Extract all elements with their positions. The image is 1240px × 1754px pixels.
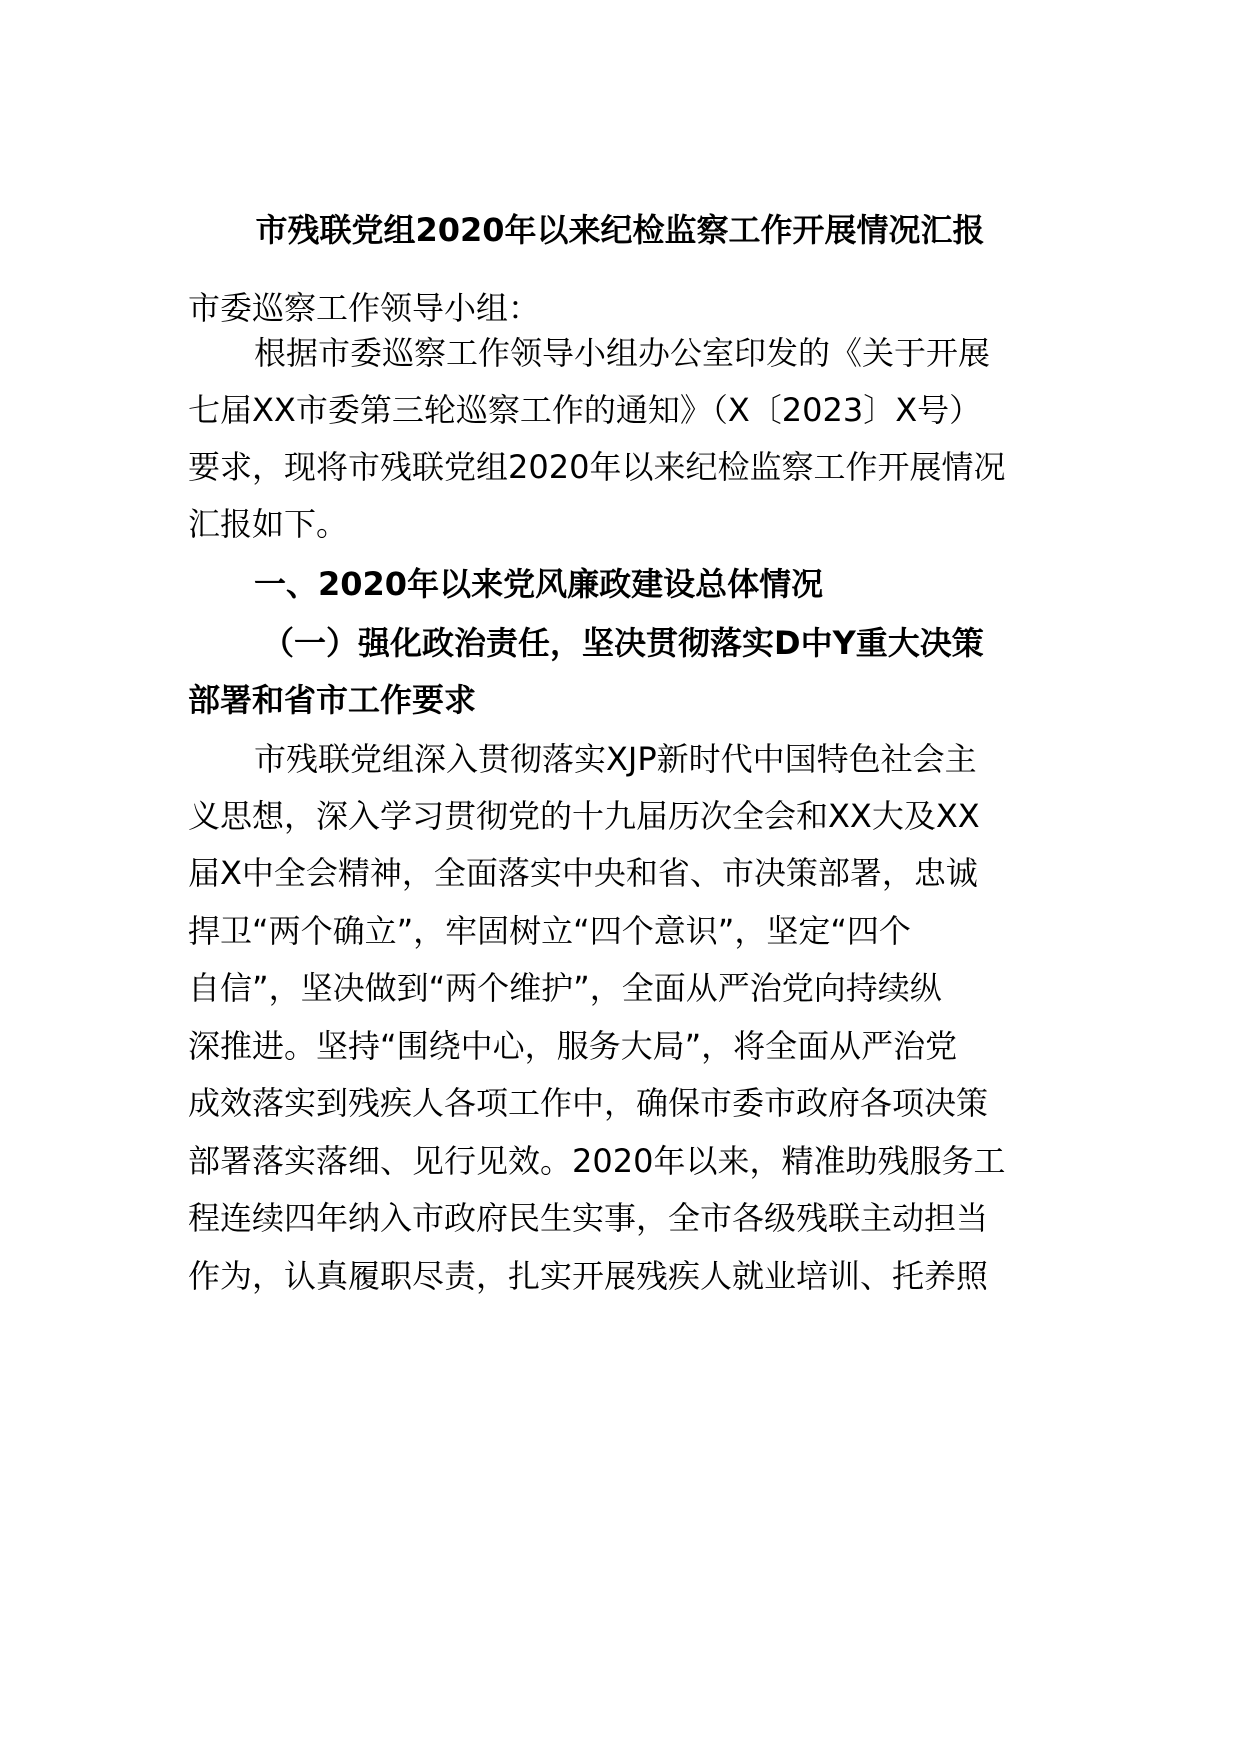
salutation: 市委巡察工作领导小组： xyxy=(188,289,541,327)
body-line: 深推进。坚持“围绕中心，服务大局”，将全面从严治党 xyxy=(188,1027,958,1065)
subsection-heading-line: 部署和省市工作要求 xyxy=(188,681,477,719)
body-line: 捍卫“两个确立”，牢固树立“四个意识”，坚定“四个 xyxy=(188,912,911,950)
body-line: 程连续四年纳入市政府民生实事，全市各级残联主动担当 xyxy=(188,1199,989,1237)
body-line: 义思想，深入学习贯彻党的十九届历次全会和XX大及XX xyxy=(188,797,980,835)
body-line: 自信”，坚决做到“两个维护”，全面从严治党向持续纵 xyxy=(188,969,942,1007)
document-title: 市残联党组2020年以来纪检监察工作开展情况汇报 xyxy=(255,211,985,249)
section-heading: 一、2020年以来党风廉政建设总体情况 xyxy=(254,565,824,603)
body-line: 届X中全会精神，全面落实中央和省、市决策部署，忠诚 xyxy=(188,854,978,892)
intro-line: 汇报如下。 xyxy=(188,505,349,543)
body-line: 部署落实落细、见行见效。2020年以来，精准助残服务工 xyxy=(188,1142,1006,1180)
intro-line: 七届XX市委第三轮巡察工作的通知》（X〔2023〕X号） xyxy=(188,391,982,429)
body-line: 作为，认真履职尽责，扎实开展残疾人就业培训、托养照 xyxy=(188,1257,989,1295)
body-line: 市残联党组深入贯彻落实XJP新时代中国特色社会主 xyxy=(254,740,977,778)
intro-line: 要求，现将市残联党组2020年以来纪检监察工作开展情况 xyxy=(188,448,1006,486)
intro-line: 根据市委巡察工作领导小组办公室印发的《关于开展 xyxy=(254,334,991,372)
subsection-heading-line: （一）强化政治责任，坚决贯彻落实D中Y重大决策 xyxy=(262,624,984,662)
body-line: 成效落实到残疾人各项工作中，确保市委市政府各项决策 xyxy=(188,1084,989,1122)
